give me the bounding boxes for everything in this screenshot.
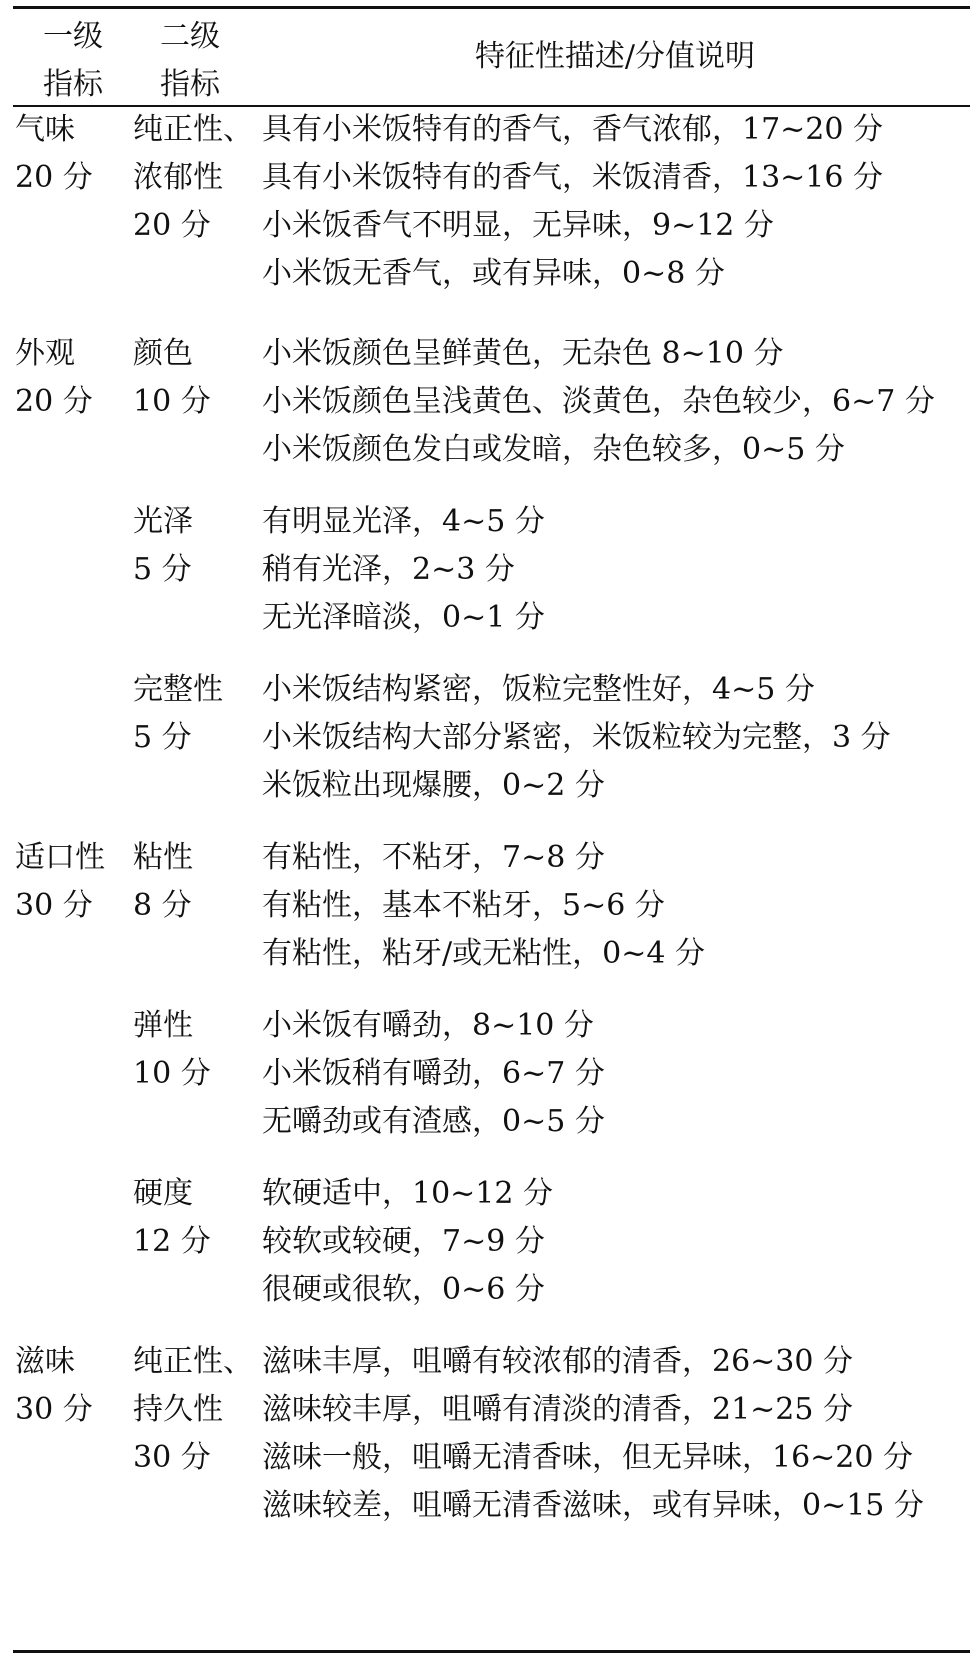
row-elasticity-level2 xyxy=(133,1002,211,1098)
description-line: 具有小米饭特有的香气，香气浓郁，17~20 分 xyxy=(262,112,884,147)
level2-score: 20 分 xyxy=(133,208,211,243)
description-line: 滋味较差，咀嚼无清香滋味，或有异味，0~15 分 xyxy=(262,1488,924,1523)
description-line: 具有小米饭特有的香气，米饭清香，13~16 分 xyxy=(262,160,884,195)
row-taste-level1 xyxy=(15,1338,93,1434)
row-stickiness-descriptions xyxy=(262,834,705,978)
row-palatability-level1 xyxy=(15,834,105,930)
level2-score: 8 分 xyxy=(133,888,192,923)
row-odor-level1 xyxy=(15,106,93,202)
row-hardness-level2 xyxy=(133,1170,211,1266)
level2-score: 5 分 xyxy=(133,720,192,755)
header-level1 xyxy=(18,14,128,110)
description-line: 有粘性，基本不粘牙，5~6 分 xyxy=(262,888,665,923)
row-appearance-level1 xyxy=(15,330,93,426)
level2-name: 颜色 xyxy=(133,336,193,371)
description-line: 小米饭结构大部分紧密，米饭粒较为完整，3 分 xyxy=(262,720,891,755)
row-integrity-level2 xyxy=(133,666,223,762)
level2-score: 12 分 xyxy=(133,1224,211,1259)
description-line: 滋味较丰厚，咀嚼有清淡的清香，21~25 分 xyxy=(262,1392,854,1427)
row-hardness-descriptions xyxy=(262,1170,553,1314)
row-gloss-descriptions xyxy=(262,498,545,642)
level1-name: 外观 xyxy=(15,336,75,371)
row-odor-descriptions xyxy=(262,106,883,298)
level2-score: 5 分 xyxy=(133,552,192,587)
level1-score: 20 分 xyxy=(15,160,93,195)
level2-name: 硬度 xyxy=(133,1176,193,1211)
row-taste-descriptions xyxy=(262,1338,924,1530)
description-line: 无嚼劲或有渣感，0~5 分 xyxy=(262,1104,605,1139)
row-color-level2 xyxy=(133,330,211,426)
row-color-descriptions xyxy=(262,330,935,474)
row-taste-level2 xyxy=(133,1338,253,1482)
row-gloss-level2 xyxy=(133,498,193,594)
description-line: 小米饭无香气，或有异味，0~8 分 xyxy=(262,256,725,291)
description-line: 小米饭稍有嚼劲，6~7 分 xyxy=(262,1056,605,1091)
row-elasticity-descriptions xyxy=(262,1002,605,1146)
description-line: 小米饭有嚼劲，8~10 分 xyxy=(262,1008,594,1043)
description-line: 小米饭颜色呈浅黄色、淡黄色，杂色较少，6~7 分 xyxy=(262,384,935,419)
description-line: 米饭粒出现爆腰，0~2 分 xyxy=(262,768,605,803)
level2-name: 弹性 xyxy=(133,1008,193,1043)
description-line: 有粘性，粘牙/或无粘性，0~4 分 xyxy=(262,936,705,971)
bottom-rule xyxy=(13,1650,970,1653)
description-line: 滋味丰厚，咀嚼有较浓郁的清香，26~30 分 xyxy=(262,1344,854,1379)
level1-name: 滋味 xyxy=(15,1344,75,1379)
row-integrity-descriptions xyxy=(262,666,891,810)
header-level1-line2: 指标 xyxy=(43,67,103,102)
level2-name: 持久性 xyxy=(133,1392,223,1427)
description-line: 小米饭香气不明显，无异味，9~12 分 xyxy=(262,208,774,243)
description-line: 有明显光泽，4~5 分 xyxy=(262,504,545,539)
description-line: 无光泽暗淡，0~1 分 xyxy=(262,600,545,635)
level2-name: 光泽 xyxy=(133,504,193,539)
level2-name: 完整性 xyxy=(133,672,223,707)
description-line: 较软或较硬，7~9 分 xyxy=(262,1224,545,1259)
level2-score: 10 分 xyxy=(133,1056,211,1091)
description-line: 稍有光泽，2~3 分 xyxy=(262,552,515,587)
level2-name: 纯正性、 xyxy=(133,112,253,147)
level1-score: 30 分 xyxy=(15,1392,93,1427)
description-line: 小米饭颜色呈鲜黄色，无杂色 8~10 分 xyxy=(262,336,784,371)
header-level2-line2: 指标 xyxy=(160,67,220,102)
level1-name: 适口性 xyxy=(15,840,105,875)
description-line: 很硬或很软，0~6 分 xyxy=(262,1272,545,1307)
level2-score: 30 分 xyxy=(133,1440,211,1475)
description-line: 小米饭结构紧密，饭粒完整性好，4~5 分 xyxy=(262,672,815,707)
description-line: 软硬适中，10~12 分 xyxy=(262,1176,554,1211)
level1-score: 20 分 xyxy=(15,384,93,419)
level2-name: 粘性 xyxy=(133,840,193,875)
header-description: 特征性描述/分值说明 xyxy=(474,39,756,74)
description-line: 小米饭颜色发白或发暗，杂色较多，0~5 分 xyxy=(262,432,845,467)
description-line: 滋味一般，咀嚼无清香味，但无异味，16~20 分 xyxy=(262,1440,914,1475)
description-line: 有粘性，不粘牙，7~8 分 xyxy=(262,840,605,875)
level1-score: 30 分 xyxy=(15,888,93,923)
top-rule xyxy=(13,6,970,9)
header-level2-line1: 二级 xyxy=(160,19,220,54)
level2-name: 纯正性、 xyxy=(133,1344,253,1379)
level1-name: 气味 xyxy=(15,112,75,147)
header-level1-line1: 一级 xyxy=(43,19,103,54)
level2-score: 10 分 xyxy=(133,384,211,419)
row-stickiness-level2 xyxy=(133,834,193,930)
level2-name: 浓郁性 xyxy=(133,160,223,195)
row-odor-level2 xyxy=(133,106,253,250)
header-level2 xyxy=(135,14,245,110)
